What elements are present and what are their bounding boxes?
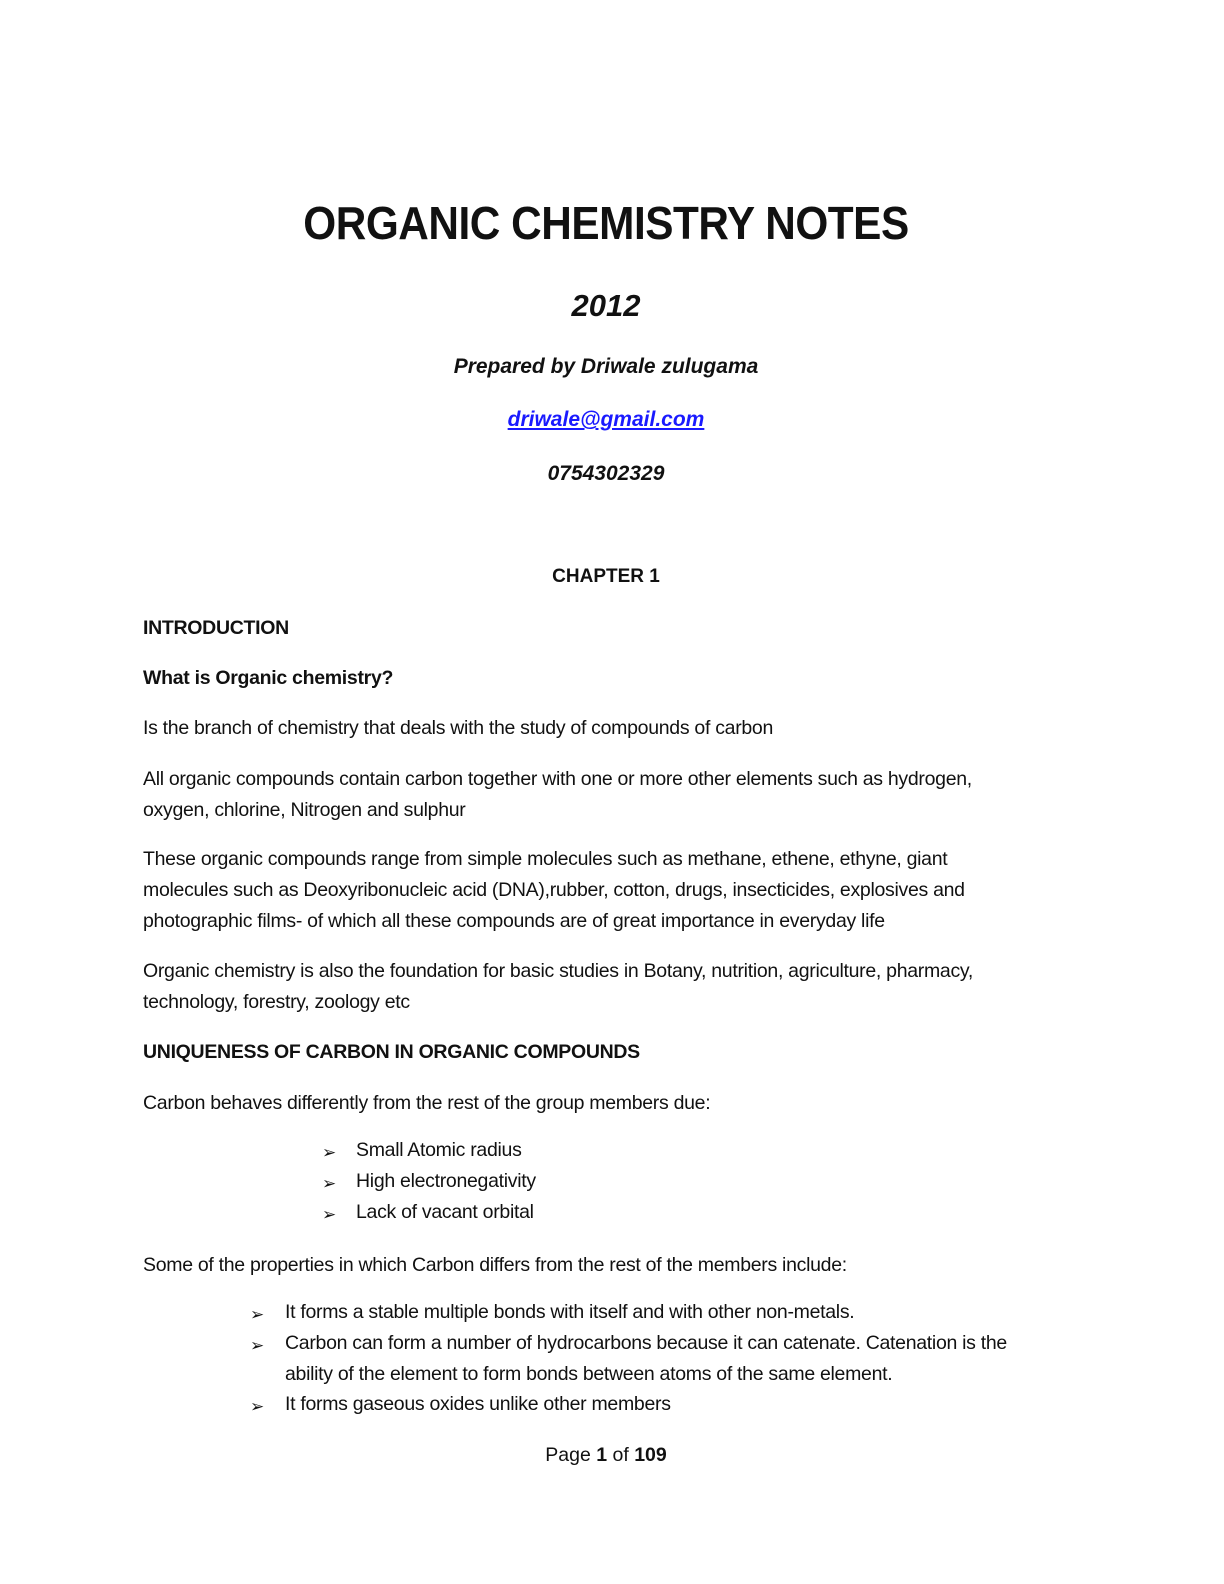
list-item: Lack of vacant orbital [356,1201,534,1223]
document-title: ORGANIC CHEMISTRY NOTES [303,197,909,249]
paragraph-elements [143,764,972,826]
paragraph-definition [143,713,773,744]
section-heading-introduction: INTRODUCTION [143,617,289,639]
properties-intro: Some of the properties in which Carbon differs from the rest of the members include: [143,1254,847,1276]
paragraph-examples [143,844,965,937]
section-heading-uniqueness: UNIQUENESS OF CARBON IN ORGANIC COMPOUNDS [143,1041,640,1063]
arrow-bullet-icon: ➢ [322,1174,337,1193]
uniqueness-intro: Carbon behaves differently from the rest of the group members due: [143,1092,711,1114]
question-heading: What is Organic chemistry? [143,667,394,689]
paragraph-line: Is the branch of chemistry that deals with the study of compounds of carbon [143,717,774,739]
arrow-bullet-icon: ➢ [250,1305,265,1324]
document-year: 2012 [571,288,641,323]
list-item: High electronegativity [356,1170,536,1192]
paragraph-line: oxygen, chlorine, Nitrogen and sulphur [143,799,466,821]
page-footer [0,1444,1212,1467]
arrow-bullet-icon: ➢ [322,1205,337,1224]
paragraph-line: These organic compounds range from simple molecules such as methane, ethene, ethyne, giant [143,848,948,870]
arrow-bullet-icon: ➢ [322,1143,337,1162]
chapter-heading: CHAPTER 1 [552,566,660,587]
author-line: Prepared by Driwale zulugama [453,355,759,378]
paragraph-line: All organic compounds contain carbon together with one or more other elements such as hydrogen, [143,768,972,790]
page-total: 109 [634,1444,667,1466]
email-line [0,408,1212,432]
email-link[interactable]: driwale@gmail.com [507,408,705,431]
list-item: It forms a stable multiple bonds with itself and with other non-metals. [285,1301,855,1323]
arrow-bullet-icon: ➢ [250,1336,265,1355]
arrow-bullet-icon: ➢ [250,1397,265,1416]
phone-number: 0754302329 [547,462,665,485]
list-item: It forms gaseous oxides unlike other members [285,1393,671,1415]
paragraph-line: technology, forestry, zoology etc [143,991,410,1013]
paragraph-line: Organic chemistry is also the foundation for basic studies in Botany, nutrition, agriculture, pharmacy, [143,960,974,982]
paragraph-line: molecules such as Deoxyribonucleic acid (DNA),rubber, cotton, drugs, insecticides, explosives and [143,879,965,901]
list-item: Small Atomic radius [356,1139,522,1161]
paragraph-foundation [143,956,973,1018]
page-of: of [612,1444,629,1466]
list-item-continuation: ability of the element to form bonds between atoms of the same element. [285,1363,893,1385]
page-current: 1 [596,1444,608,1466]
list-item: Carbon can form a number of hydrocarbons because it can catenate. Catenation is the [285,1332,1007,1354]
page-label: Page [545,1444,591,1466]
paragraph-line: photographic films- of which all these compounds are of great importance in everyday life [143,910,885,932]
